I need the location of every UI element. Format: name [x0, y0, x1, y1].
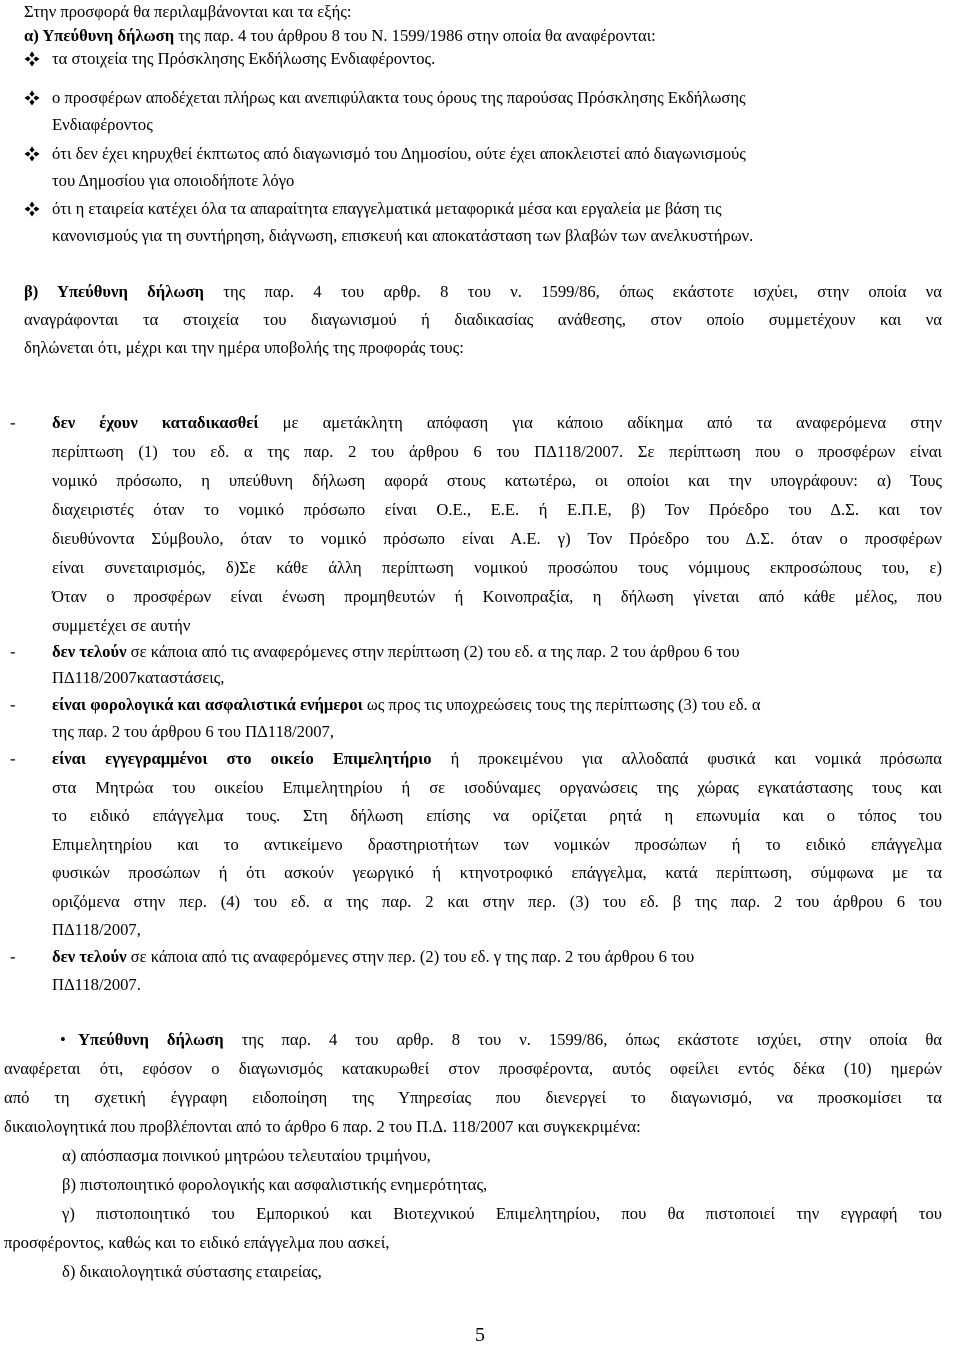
item-4-line: φυσικών προσώπων ή ότι ασκούν γεωργικό ή κτηνοτροφικό επάγγελμα, κατά περίπτωση, σύμφωνα με τα — [52, 863, 942, 882]
dash-marker: - — [10, 947, 16, 966]
dash-marker: - — [10, 642, 16, 661]
item-5-bold: δεν τελούν — [52, 947, 127, 966]
item-1-line: διευθύνοντα Σύμβουλο, όταν το νομικό πρόσωπο είναι Α.Ε. γ) Τον Πρόεδρο του Δ.Σ. όταν ο προσφέρων — [52, 529, 942, 548]
item-4-line: στα Μητρώα του οικείου Επιμελητηρίου ή σε ισοδύναμες οργανώσεις της χώρας εγκατάστασης τους και — [52, 778, 942, 797]
section-b-label: β) Υπεύθυνη δήλωση — [24, 282, 204, 301]
bullet-1-line-1: τα στοιχεία της Πρόσκλησης Εκδήλωσης Ενδιαφέροντος. — [52, 49, 436, 68]
bullet-3-line-2: του Δημοσίου για οποιοδήποτε λόγο — [52, 171, 295, 190]
item-1-line-1 — [52, 409, 942, 436]
diamond-arrows-icon — [24, 51, 40, 67]
item-1-line: περίπτωση (1) του εδ. α της παρ. 2 του άρθρου 6 του ΠΔ118/2007. Σε περίπτωση που ο προσφέρων είναι — [52, 442, 942, 461]
item-1-first: με αμετάκλητη απόφαση για κάποιο αδίκημα από τα αναφερόμενα στην — [258, 413, 942, 432]
item-5-line: ΠΔ118/2007. — [52, 975, 141, 994]
section-c-line: δικαιολογητικά που προβλέπονται από το άρθρο 6 παρ. 2 του Π.Δ. 118/2007 και συγκεκριμένα: — [4, 1117, 641, 1136]
sub-item-b: β) πιστοποιητικό φορολογικής και ασφαλιστικής ενημερότητας, — [62, 1175, 488, 1194]
dash-marker: - — [10, 695, 16, 714]
item-4-line: ΠΔ118/2007, — [52, 920, 141, 939]
item-1-line: διαχειριστές όταν το νομικό πρόσωπο είναι Ο.Ε., Ε.Ε. ή Ε.Π.Ε, β) Τον Πρόεδρο του Δ.Σ. και τον — [52, 500, 942, 519]
section-c-line-1 — [78, 1026, 942, 1053]
item-3-line: της παρ. 2 του άρθρου 6 του ΠΔ118/2007, — [52, 722, 335, 741]
item-1-line: είναι συνεταιρισμός, δ)Σε κάθε άλλη περίπτωση νομικού προσώπου τους νόμιμους εκπροσώπους του, ε) — [52, 558, 942, 577]
item-3-line-1 — [52, 691, 942, 718]
item-5-line-1 — [52, 943, 942, 970]
section-c-label: Υπεύθυνη δήλωση — [78, 1030, 224, 1049]
diamond-arrows-icon — [24, 201, 40, 217]
item-1-line: Όταν ο προσφέρων είναι ένωση προμηθευτών ή Κοινοπραξία, η δήλωση γίνεται από κάθε μέλος, που — [52, 587, 942, 606]
item-1-line: συμμετέχει σε αυτήν — [52, 616, 191, 635]
item-4-line: οριζόμενα στην περ. (4) του εδ. α της παρ. 2 και στην περ. (3) του εδ. β της παρ. 2 του άρθρου 6 του — [52, 892, 942, 911]
item-2-first: σε κάποια από τις αναφερόμενες στην περίπτωση (2) του εδ. α της παρ. 2 του άρθρου 6 του — [126, 642, 740, 661]
diamond-arrows-icon — [24, 90, 40, 106]
dash-marker: - — [10, 413, 16, 432]
bullet-2-line-2: Ενδιαφέροντος — [52, 115, 153, 134]
bullet-4-line-1: ότι η εταιρεία κατέχει όλα τα απαραίτητα επαγγελματικά μεταφορικά μέσα και εργαλεία με βάση τις — [52, 199, 722, 218]
sub-item-d: δ) δικαιολογητικά σύστασης εταιρείας, — [62, 1262, 322, 1281]
item-3-bold: είναι φορολογικά και ασφαλιστικά ενήμεροι — [52, 695, 363, 714]
section-b-line-3: δηλώνεται ότι, μέχρι και την ημέρα υποβολής της προφοράς τους: — [24, 338, 464, 357]
item-4-first: ή προκειμένου για αλλοδαπά φυσικά και νομικά πρόσωπα — [431, 749, 942, 768]
intro-text: Στην προσφορά θα περιλαμβάνονται και τα εξής: — [24, 2, 352, 21]
diamond-arrows-icon — [24, 146, 40, 162]
item-5-first: σε κάποια από τις αναφερόμενες στην περ. (2) του εδ. γ της παρ. 2 του άρθρου 6 του — [126, 947, 695, 966]
item-2-line-1 — [52, 638, 942, 665]
section-c-line: αναφέρεται ότι, εφόσον ο διαγωνισμός κατακυρωθεί στον προσφέροντα, αυτός οφείλει εντός δέκα (10) ημερών — [4, 1059, 942, 1078]
section-b-text: της παρ. 4 του αρθρ. 8 του ν. 1599/86, όπως εκάστοτε ισχύει, στην οποία να — [203, 282, 942, 301]
section-b-line-1 — [24, 278, 942, 305]
item-4-bold: είναι εγγεγραμμένοι στο οικείο Επιμελητήριο — [52, 749, 432, 768]
bullet-dot: • — [60, 1030, 66, 1049]
sub-item-a: α) απόσπασμα ποινικού μητρώου τελευταίου τριμήνου, — [62, 1146, 431, 1165]
item-1-line: νομικό πρόσωπο, η υπεύθυνη δήλωση αφορά στους κατωτέρω, οι οποίοι και την υπογράφουν: α) Τους — [52, 471, 942, 490]
page-number: 5 — [475, 1324, 485, 1346]
section-a-rest: της παρ. 4 του άρθρου 8 του Ν. 1599/1986 στην οποία θα αναφέρονται: — [174, 26, 656, 45]
item-2-bold: δεν τελούν — [52, 642, 127, 661]
bullet-4-line-2: κανονισμούς για τη συντήρηση, διάγνωση, επισκευή και αποκατάσταση των βλαβών των ανελκυστήρων. — [52, 226, 754, 245]
dash-marker: - — [10, 749, 16, 768]
sub-item-c-line-2: προσφέροντος, καθώς και το ειδικό επάγγελμα που ασκεί, — [4, 1233, 390, 1252]
section-c-line: από τη σχετική έγγραφη ειδοποίηση της Υπηρεσίας που διενεργεί το διαγωνισμό, να προσκομίσει τα — [4, 1088, 942, 1107]
item-4-line: το ειδικό επάγγελμα τους. Στη δήλωση επίσης να ορίζεται ρητά η επωνυμία και ο τόπος του — [52, 806, 942, 825]
item-2-line: ΠΔ118/2007καταστάσεις, — [52, 668, 225, 687]
section-b-line-2: αναγράφονται τα στοιχεία του διαγωνισμού ή διαδικασίας ανάθεσης, στον οποίο συμμετέχουν και να — [24, 310, 942, 329]
section-a-label: α) Υπεύθυνη δήλωση — [24, 26, 175, 45]
bullet-2-line-1: ο προσφέρων αποδέχεται πλήρως και ανεπιφύλακτα τους όρους της παρούσας Πρόσκλησης Εκδήλωσης — [52, 88, 746, 107]
section-c-first: της παρ. 4 του αρθρ. 8 του ν. 1599/86, όπως εκάστοτε ισχύει, στην οποία θα — [223, 1030, 942, 1049]
sub-item-c-line-1: γ) πιστοποιητικό του Εμπορικού και Βιοτεχνικού Επιμελητηρίου, που θα πιστοποιεί την εγγραφή του — [62, 1204, 942, 1223]
item-4-line: Επιμελητηρίου και το αντικείμενο δραστηριοτήτων των νομικών προσώπων ή το ειδικό επάγγελμα — [52, 835, 942, 854]
bullet-3-line-1: ότι δεν έχει κηρυχθεί έκπτωτος από διαγωνισμό του Δημοσίου, ούτε έχει αποκλειστεί από διαγωνισμούς — [52, 144, 746, 163]
item-4-line-1 — [52, 745, 942, 772]
item-3-first: ως προς τις υποχρεώσεις τους της περίπτωσης (3) του εδ. α — [362, 695, 761, 714]
item-1-bold: δεν έχουν καταδικασθεί — [52, 413, 259, 432]
